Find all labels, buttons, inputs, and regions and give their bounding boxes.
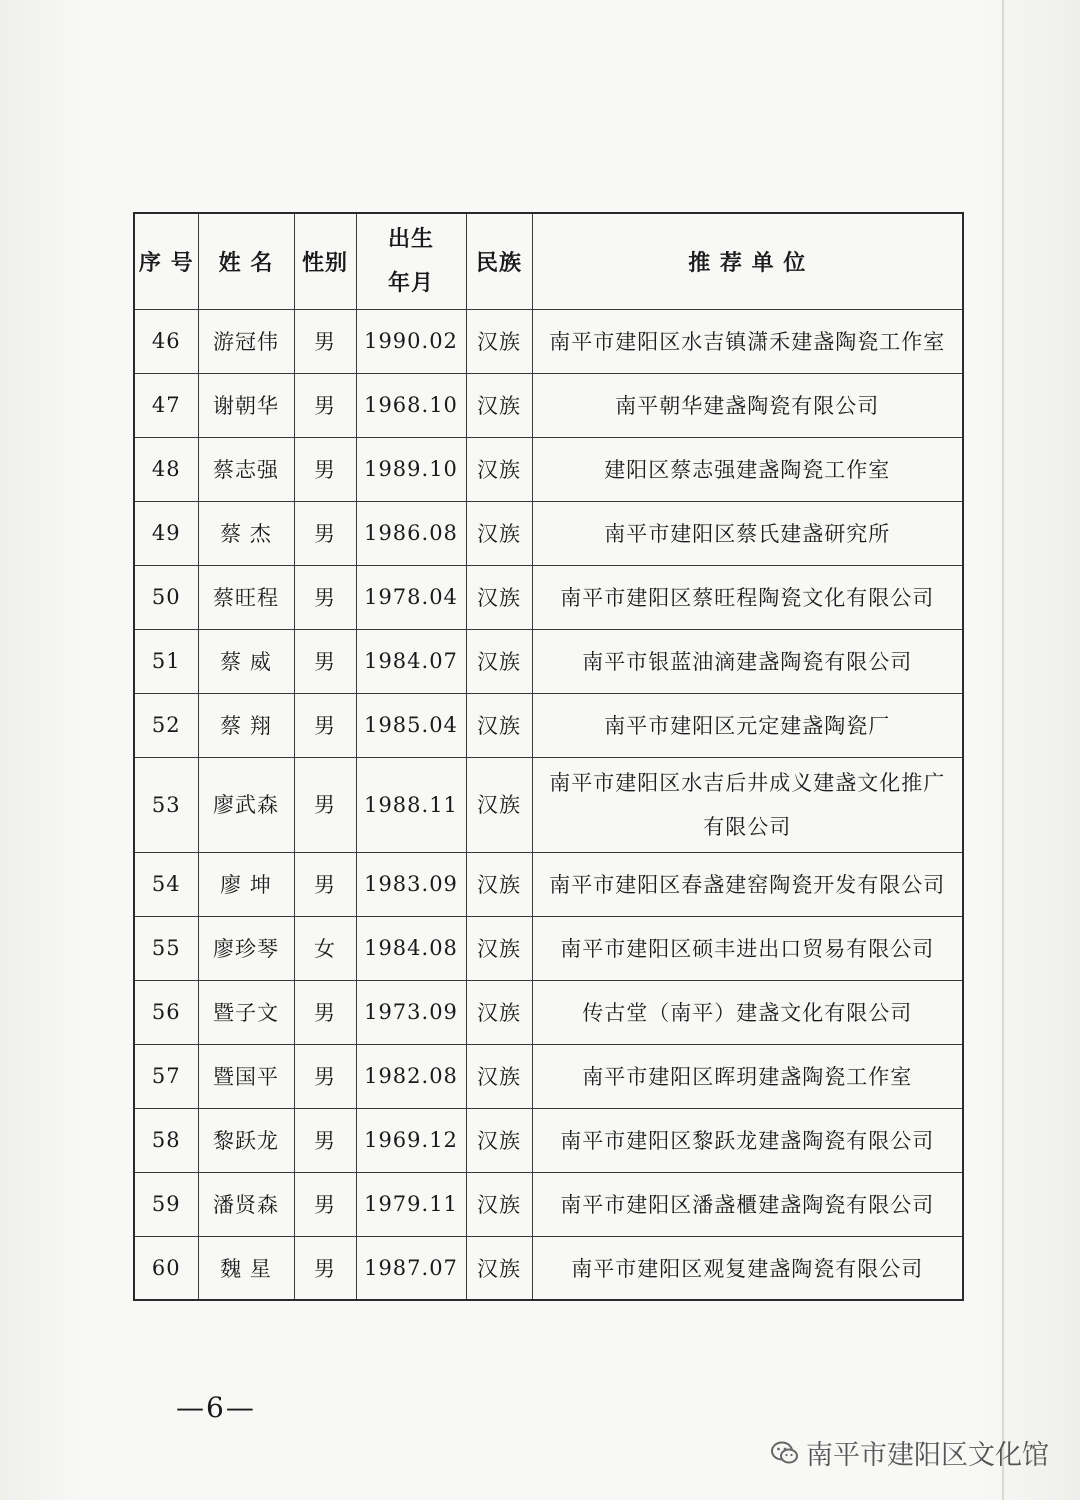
- cell-index: 55: [134, 916, 198, 980]
- cell-name: 蔡 翔: [198, 693, 294, 757]
- cell-ethnicity: 汉族: [466, 757, 532, 852]
- cell-ethnicity: 汉族: [466, 1044, 532, 1108]
- cell-ethnicity: 汉族: [466, 309, 532, 373]
- table-row: [134, 757, 963, 852]
- cell-birth: 1987.07: [356, 1236, 466, 1300]
- cell-name: 游冠伟: [198, 309, 294, 373]
- table-row: [134, 916, 963, 980]
- table-row: [134, 501, 963, 565]
- table-row: [134, 565, 963, 629]
- header-unit: 推 荐 单 位: [532, 213, 963, 309]
- cell-birth: 1973.09: [356, 980, 466, 1044]
- cell-index: 58: [134, 1108, 198, 1172]
- header-gender: 性别: [294, 213, 356, 309]
- header-row: [134, 213, 963, 309]
- cell-unit: 建阳区蔡志强建盏陶瓷工作室: [532, 437, 963, 501]
- cell-ethnicity: 汉族: [466, 1172, 532, 1236]
- header-name: 姓 名: [198, 213, 294, 309]
- cell-birth: 1990.02: [356, 309, 466, 373]
- cell-birth: 1984.08: [356, 916, 466, 980]
- cell-index: 49: [134, 501, 198, 565]
- cell-index: 52: [134, 693, 198, 757]
- cell-gender: 男: [294, 309, 356, 373]
- cell-ethnicity: 汉族: [466, 437, 532, 501]
- cell-unit: 南平朝华建盏陶瓷有限公司: [532, 373, 963, 437]
- cell-gender: 男: [294, 501, 356, 565]
- cell-gender: 男: [294, 629, 356, 693]
- cell-birth: 1985.04: [356, 693, 466, 757]
- cell-gender: 男: [294, 373, 356, 437]
- header-index: 序 号: [134, 213, 198, 309]
- cell-name: 廖珍琴: [198, 916, 294, 980]
- cell-birth: 1978.04: [356, 565, 466, 629]
- cell-unit: 南平市建阳区春盏建窑陶瓷开发有限公司: [532, 852, 963, 916]
- cell-name: 蔡志强: [198, 437, 294, 501]
- table-row: [134, 1236, 963, 1300]
- header-birth-line2: 年月: [387, 270, 434, 297]
- cell-unit: 南平市银蓝油滴建盏陶瓷有限公司: [532, 629, 963, 693]
- table-row: [134, 629, 963, 693]
- table-row: [134, 1044, 963, 1108]
- cell-gender: 男: [294, 1044, 356, 1108]
- table-row: [134, 373, 963, 437]
- cell-gender: 男: [294, 565, 356, 629]
- cell-index: 54: [134, 852, 198, 916]
- cell-unit: 南平市建阳区蔡氏建盏研究所: [532, 501, 963, 565]
- cell-index: 59: [134, 1172, 198, 1236]
- page-number: —6—: [176, 1391, 256, 1424]
- cell-name: 暨国平: [198, 1044, 294, 1108]
- cell-gender: 男: [294, 437, 356, 501]
- cell-index: 50: [134, 565, 198, 629]
- cell-gender: 男: [294, 1236, 356, 1300]
- cell-birth: 1988.11: [356, 757, 466, 852]
- cell-ethnicity: 汉族: [466, 980, 532, 1044]
- table-row: [134, 309, 963, 373]
- cell-ethnicity: 汉族: [466, 1236, 532, 1300]
- cell-birth: 1984.07: [356, 629, 466, 693]
- cell-unit: 传古堂（南平）建盏文化有限公司: [532, 980, 963, 1044]
- wechat-icon: [770, 1438, 800, 1468]
- cell-unit: 南平市建阳区硕丰进出口贸易有限公司: [532, 916, 963, 980]
- cell-birth: 1982.08: [356, 1044, 466, 1108]
- cell-gender: 男: [294, 1108, 356, 1172]
- watermark-text: 南平市建阳区文化馆: [806, 1440, 1049, 1471]
- cell-unit: 南平市建阳区潘盏櫃建盏陶瓷有限公司: [532, 1172, 963, 1236]
- cell-birth: 1979.11: [356, 1172, 466, 1236]
- cell-name: 谢朝华: [198, 373, 294, 437]
- page-edge-line: [1002, 0, 1004, 1500]
- cell-name: 黎跃龙: [198, 1108, 294, 1172]
- cell-index: 60: [134, 1236, 198, 1300]
- cell-name: 廖武森: [198, 757, 294, 852]
- cell-birth: 1968.10: [356, 373, 466, 437]
- cell-gender: 男: [294, 852, 356, 916]
- cell-index: 51: [134, 629, 198, 693]
- cell-name: 暨子文: [198, 980, 294, 1044]
- cell-ethnicity: 汉族: [466, 693, 532, 757]
- cell-unit: 南平市建阳区晖玥建盏陶瓷工作室: [532, 1044, 963, 1108]
- cell-unit: 南平市建阳区观复建盏陶瓷有限公司: [532, 1236, 963, 1300]
- cell-unit: 南平市建阳区水吉后井成义建盏文化推广有限公司: [532, 757, 963, 852]
- cell-index: 46: [134, 309, 198, 373]
- cell-birth: 1989.10: [356, 437, 466, 501]
- cell-unit: 南平市建阳区水吉镇潇禾建盏陶瓷工作室: [532, 309, 963, 373]
- header-ethnicity: 民族: [466, 213, 532, 309]
- cell-birth: 1983.09: [356, 852, 466, 916]
- table-row: [134, 1108, 963, 1172]
- cell-ethnicity: 汉族: [466, 852, 532, 916]
- cell-index: 48: [134, 437, 198, 501]
- cell-gender: 女: [294, 916, 356, 980]
- cell-index: 57: [134, 1044, 198, 1108]
- cell-birth: 1969.12: [356, 1108, 466, 1172]
- cell-index: 56: [134, 980, 198, 1044]
- header-birth: [356, 213, 466, 309]
- cell-birth: 1986.08: [356, 501, 466, 565]
- cell-unit: 南平市建阳区元定建盏陶瓷厂: [532, 693, 963, 757]
- table-row: [134, 980, 963, 1044]
- cell-gender: 男: [294, 980, 356, 1044]
- cell-gender: 男: [294, 1172, 356, 1236]
- cell-gender: 男: [294, 693, 356, 757]
- cell-ethnicity: 汉族: [466, 916, 532, 980]
- cell-index: 53: [134, 757, 198, 852]
- cell-ethnicity: 汉族: [466, 1108, 532, 1172]
- cell-ethnicity: 汉族: [466, 629, 532, 693]
- cell-ethnicity: 汉族: [466, 565, 532, 629]
- header-birth-line1: 出生: [387, 226, 434, 253]
- cell-name: 蔡旺程: [198, 565, 294, 629]
- cell-unit: 南平市建阳区蔡旺程陶瓷文化有限公司: [532, 565, 963, 629]
- table-row: [134, 852, 963, 916]
- cell-name: 蔡 杰: [198, 501, 294, 565]
- table-row: [134, 437, 963, 501]
- watermark: [770, 1433, 1049, 1472]
- table-row: [134, 693, 963, 757]
- cell-name: 蔡 威: [198, 629, 294, 693]
- cell-index: 47: [134, 373, 198, 437]
- cell-gender: 男: [294, 757, 356, 852]
- cell-ethnicity: 汉族: [466, 501, 532, 565]
- recommendation-table: [133, 212, 964, 1301]
- cell-name: 潘贤森: [198, 1172, 294, 1236]
- cell-name: 廖 坤: [198, 852, 294, 916]
- cell-name: 魏 星: [198, 1236, 294, 1300]
- cell-unit: 南平市建阳区黎跃龙建盏陶瓷有限公司: [532, 1108, 963, 1172]
- table-row: [134, 1172, 963, 1236]
- cell-ethnicity: 汉族: [466, 373, 532, 437]
